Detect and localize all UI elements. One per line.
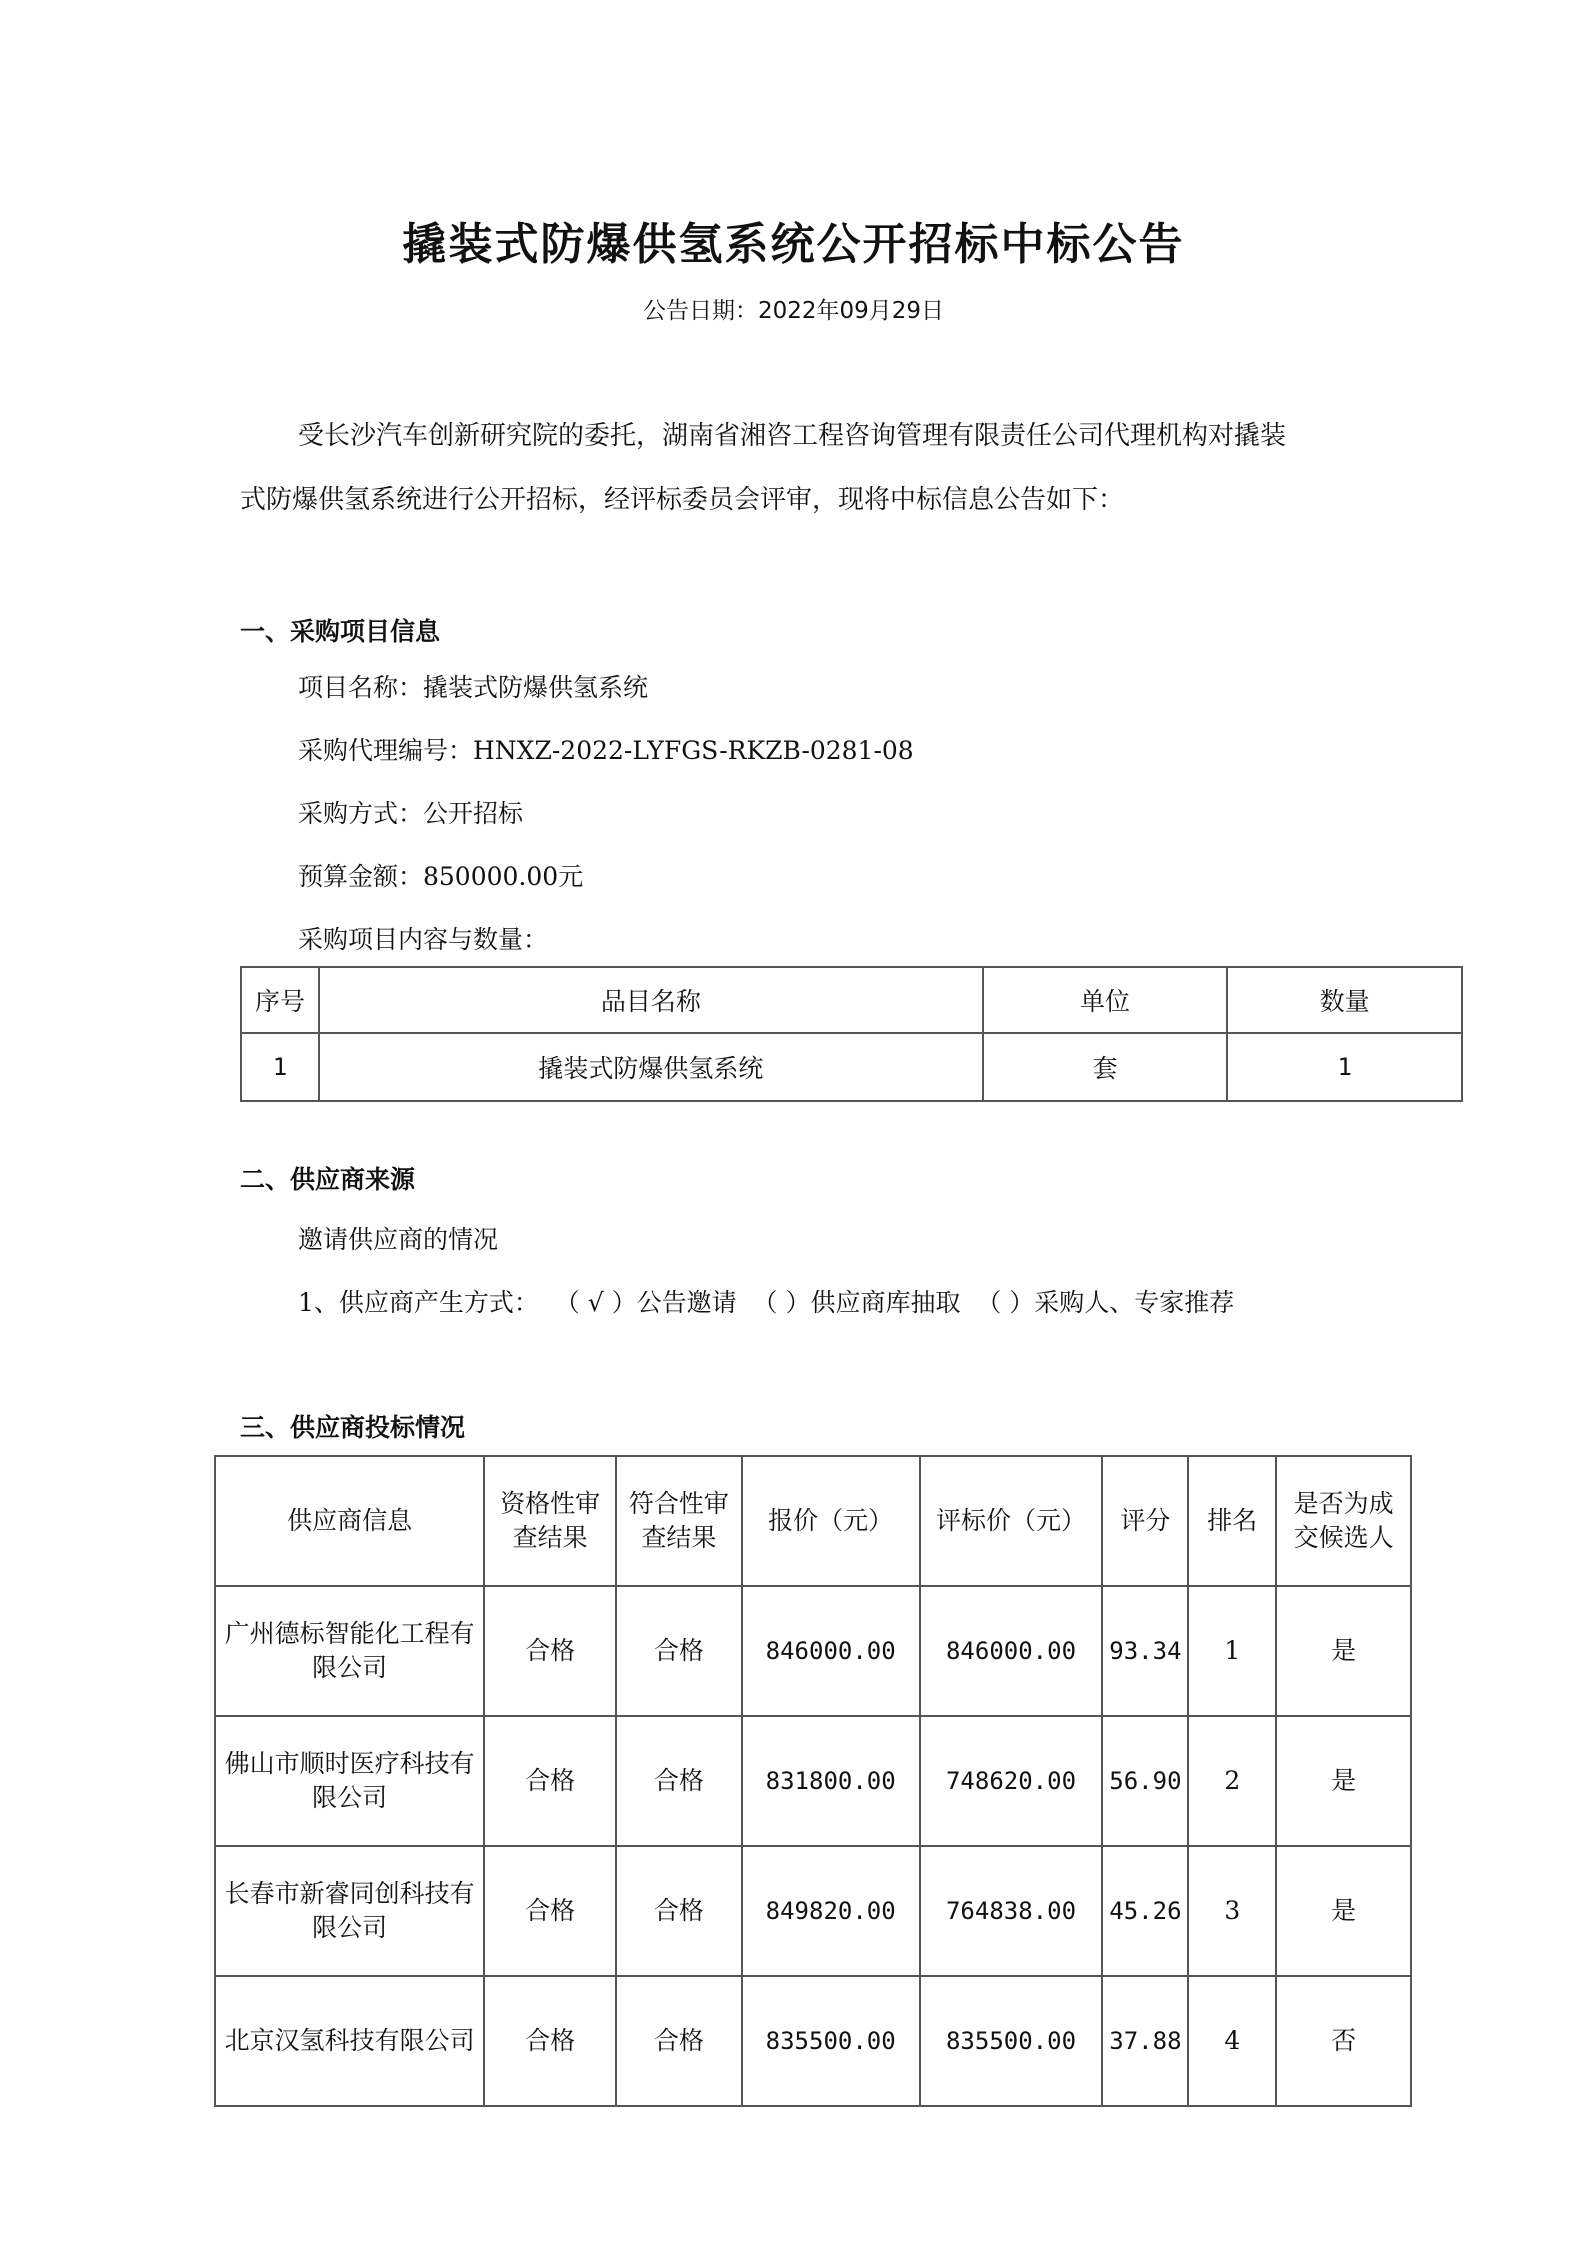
cell-bid-price: 835500.00 [742, 1976, 920, 2106]
header-cell: 单位 [983, 967, 1228, 1033]
header-cell: 序号 [241, 967, 319, 1033]
table-row [215, 1716, 1411, 1846]
intro-line-1: 受长沙汽车创新研究院的委托，湖南省湘咨工程咨询管理有限责任公司代理机构对撬装 [298, 421, 1287, 451]
cell-rank: 3 [1188, 1846, 1276, 1976]
cell-compliance: 合格 [616, 1716, 742, 1846]
cell-supplier: 佛山市顺时医疗科技有限公司 [215, 1716, 484, 1846]
cell-bid-price: 846000.00 [742, 1586, 920, 1716]
bids-table [214, 1455, 1412, 2107]
cell-quantity: 1 [1227, 1033, 1462, 1101]
header-cell: 符合性审查结果 [616, 1456, 742, 1586]
cell-candidate: 是 [1276, 1586, 1411, 1716]
cell-compliance: 合格 [616, 1976, 742, 2106]
project-name: 项目名称：撬装式防爆供氢系统 [298, 673, 649, 702]
cell-qualification: 合格 [484, 1846, 616, 1976]
cell-qualification: 合格 [484, 1716, 616, 1846]
cell-qualification: 合格 [484, 1586, 616, 1716]
cell-compliance: 合格 [616, 1846, 742, 1976]
cell-score: 56.90 [1102, 1716, 1188, 1846]
cell-eval-price: 748620.00 [920, 1716, 1103, 1846]
cell-index: 1 [241, 1033, 319, 1101]
agency-number: 采购代理编号：HNXZ-2022-LYFGS-RKZB-0281-08 [298, 736, 914, 765]
cell-score: 37.88 [1102, 1976, 1188, 2106]
cell-supplier: 北京汉氢科技有限公司 [215, 1976, 484, 2106]
table-row [215, 1846, 1411, 1976]
cell-rank: 2 [1188, 1716, 1276, 1846]
items-table [240, 966, 1463, 1102]
section-2-heading: 二、供应商来源 [240, 1165, 416, 1194]
cell-candidate: 否 [1276, 1976, 1411, 2106]
items-table-header [241, 967, 1462, 1033]
header-cell: 数量 [1227, 967, 1462, 1033]
cell-compliance: 合格 [616, 1586, 742, 1716]
header-cell: 排名 [1188, 1456, 1276, 1586]
header-cell: 报价（元） [742, 1456, 920, 1586]
cell-item-name: 撬装式防爆供氢系统 [319, 1033, 983, 1101]
cell-rank: 4 [1188, 1976, 1276, 2106]
header-cell: 资格性审查结果 [484, 1456, 616, 1586]
header-cell: 品目名称 [319, 967, 983, 1033]
content-label: 采购项目内容与数量： [298, 925, 549, 954]
cell-score: 93.34 [1102, 1586, 1188, 1716]
announcement-date: 公告日期：2022年09月29日 [642, 298, 945, 324]
cell-candidate: 是 [1276, 1846, 1411, 1976]
cell-supplier: 广州德标智能化工程有限公司 [215, 1586, 484, 1716]
cell-eval-price: 846000.00 [920, 1586, 1103, 1716]
table-row [241, 1033, 1462, 1101]
header-cell: 评标价（元） [920, 1456, 1103, 1586]
cell-supplier: 长春市新睿同创科技有限公司 [215, 1846, 484, 1976]
page-title: 撬装式防爆供氢系统公开招标中标公告 [402, 219, 1185, 270]
header-cell: 供应商信息 [215, 1456, 484, 1586]
budget-amount: 预算金额：850000.00元 [298, 862, 584, 891]
cell-qualification: 合格 [484, 1976, 616, 2106]
cell-eval-price: 835500.00 [920, 1976, 1103, 2106]
table-row [215, 1586, 1411, 1716]
cell-eval-price: 764838.00 [920, 1846, 1103, 1976]
cell-bid-price: 849820.00 [742, 1846, 920, 1976]
section-1-heading: 一、采购项目信息 [240, 617, 441, 646]
supplier-method-line: 1、供应商产生方式： （ √ ）公告邀请 （ ）供应商库抽取 （ ）采购人、专家推荐 [298, 1288, 1235, 1317]
invitation-subheading: 邀请供应商的情况 [298, 1225, 499, 1254]
cell-candidate: 是 [1276, 1716, 1411, 1846]
procurement-method: 采购方式：公开招标 [298, 799, 524, 828]
cell-unit: 套 [983, 1033, 1228, 1101]
header-cell: 是否为成交候选人 [1276, 1456, 1411, 1586]
intro-line-2: 式防爆供氢系统进行公开招标，经评标委员会评审，现将中标信息公告如下： [240, 485, 1125, 515]
cell-bid-price: 831800.00 [742, 1716, 920, 1846]
cell-rank: 1 [1188, 1586, 1276, 1716]
header-cell: 评分 [1102, 1456, 1188, 1586]
bids-table-header [215, 1456, 1411, 1586]
section-3-heading: 三、供应商投标情况 [240, 1413, 466, 1442]
table-row [215, 1976, 1411, 2106]
cell-score: 45.26 [1102, 1846, 1188, 1976]
